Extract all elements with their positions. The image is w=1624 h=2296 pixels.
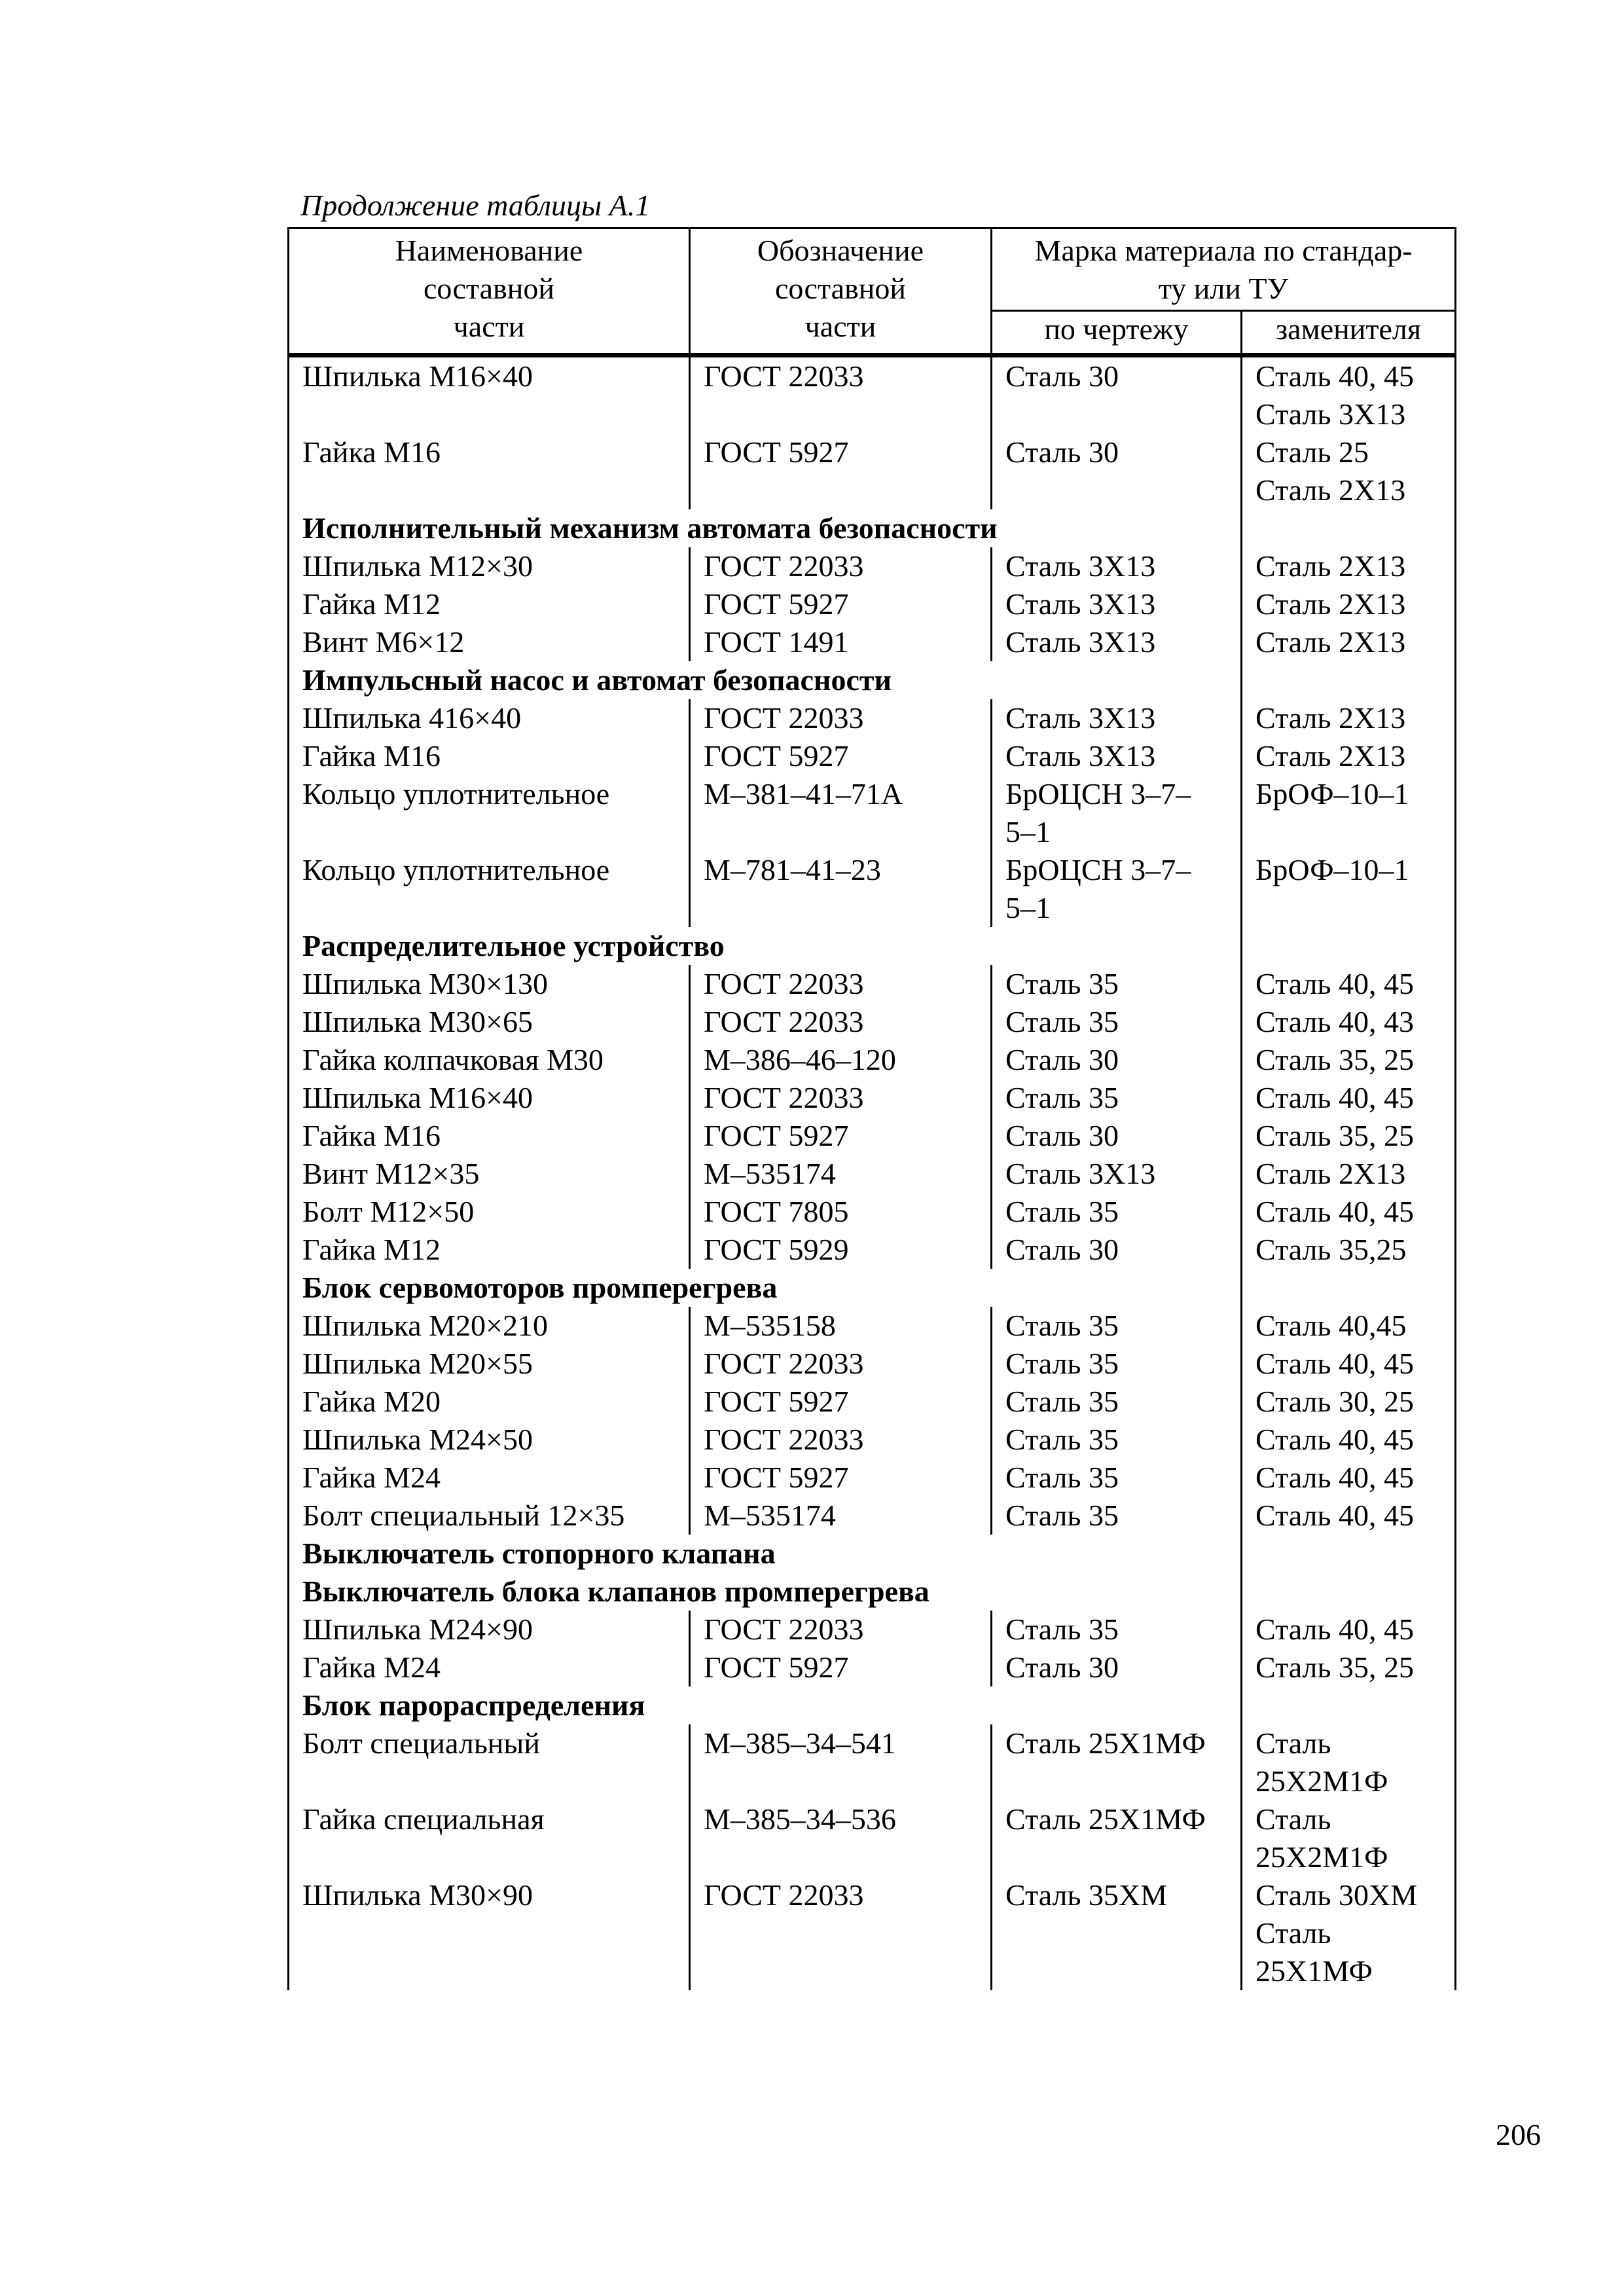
part-name-cell: Гайка М24: [289, 1459, 691, 1497]
material-line: Сталь 35: [1005, 1347, 1119, 1380]
material-cell: [992, 585, 1242, 623]
table-row: [289, 547, 1454, 585]
material-line: БрОЦСН 3–7–: [1005, 777, 1191, 811]
section-title: Импульсный насос и автомат безопасности: [289, 661, 1242, 699]
part-name-cell: Шпилька М30×90: [289, 1876, 691, 1990]
material-cell: [992, 1041, 1242, 1079]
substitute-cell: [1242, 1041, 1454, 1079]
part-name-cell: Шпилька М30×65: [289, 1003, 691, 1041]
header-line: части: [453, 310, 525, 343]
material-cell: [992, 357, 1242, 433]
section-title: Выключатель стопорного клапана: [289, 1535, 1242, 1573]
part-code-cell: ГОСТ 22033: [691, 357, 992, 433]
part-code-cell: ГОСТ 22033: [691, 1876, 992, 1990]
substitute-cell: [1242, 775, 1454, 851]
table-header: [287, 227, 1456, 357]
material-line: Сталь 35: [1005, 967, 1119, 1000]
material-cell: [992, 1117, 1242, 1155]
part-name-cell: Гайка М24: [289, 1649, 691, 1686]
substitute-line: Сталь 2Х13: [1255, 701, 1406, 735]
table-row: [289, 433, 1454, 509]
part-name-cell: Шпилька М16×40: [289, 1079, 691, 1117]
material-cell: [992, 433, 1242, 509]
table-row: [289, 1345, 1454, 1383]
material-cell: [992, 1497, 1242, 1535]
substitute-line: Сталь: [1255, 1916, 1331, 1950]
substitute-line: Сталь 40, 45: [1255, 1195, 1414, 1228]
material-cell: [992, 737, 1242, 775]
table-row: [289, 1383, 1454, 1421]
header-part-name: [289, 229, 691, 355]
part-code-cell: ГОСТ 22033: [691, 1079, 992, 1117]
substitute-line: Сталь 30, 25: [1255, 1385, 1414, 1418]
part-code-cell: М–385–34–536: [691, 1800, 992, 1876]
substitute-line: Сталь 40, 45: [1255, 1461, 1414, 1494]
header-material-grade: [992, 229, 1454, 312]
material-cell: [992, 1383, 1242, 1421]
material-cell: [992, 1876, 1242, 1990]
substitute-cell: [1242, 737, 1454, 775]
substitute-line: Сталь 35,25: [1255, 1233, 1407, 1266]
table-row: [289, 775, 1454, 851]
table-caption: Продолжение таблицы А.1: [300, 189, 651, 222]
substitute-line: Сталь 40, 45: [1255, 1499, 1414, 1532]
table-row: [289, 1800, 1454, 1876]
material-cell: [992, 965, 1242, 1003]
table-row: [289, 1649, 1454, 1686]
part-name-cell: Шпилька М30×130: [289, 965, 691, 1003]
section-empty-cell: [1242, 1535, 1454, 1573]
material-cell: [992, 1649, 1242, 1686]
material-line: Сталь 3Х13: [1005, 549, 1156, 583]
substitute-cell: [1242, 1649, 1454, 1686]
part-name-cell: Болт М12×50: [289, 1193, 691, 1231]
material-line: Сталь 35: [1005, 1385, 1119, 1418]
part-code-cell: М–781–41–23: [691, 851, 992, 927]
material-line: Сталь 3Х13: [1005, 1157, 1156, 1190]
substitute-line: Сталь 35, 25: [1255, 1119, 1414, 1152]
section-row: [289, 927, 1454, 965]
part-code-cell: ГОСТ 22033: [691, 699, 992, 737]
section-empty-cell: [1242, 661, 1454, 699]
table-row: [289, 1117, 1454, 1155]
substitute-line: Сталь 30ХМ: [1255, 1878, 1418, 1912]
table-row: [289, 1041, 1454, 1079]
material-cell: [992, 547, 1242, 585]
substitute-line: Сталь 2Х13: [1255, 625, 1406, 659]
part-code-cell: М–385–34–541: [691, 1724, 992, 1800]
material-cell: [992, 699, 1242, 737]
material-cell: [992, 851, 1242, 927]
material-line: Сталь 25Х1МФ: [1005, 1726, 1206, 1760]
table-row: [289, 1876, 1454, 1990]
material-line: Сталь 35: [1005, 1005, 1119, 1038]
substitute-line: Сталь: [1255, 1726, 1331, 1760]
substitute-cell: [1242, 1155, 1454, 1193]
part-name-cell: Болт специальный 12×35: [289, 1497, 691, 1535]
section-title: Блок парораспределения: [289, 1686, 1242, 1724]
section-empty-cell: [1242, 927, 1454, 965]
substitute-cell: [1242, 1079, 1454, 1117]
material-line: Сталь 35ХМ: [1005, 1878, 1168, 1912]
table-row: [289, 699, 1454, 737]
table-row: [289, 357, 1454, 433]
material-line: Сталь 3Х13: [1005, 739, 1156, 773]
substitute-cell: [1242, 965, 1454, 1003]
substitute-line: 25Х1МФ: [1255, 1954, 1373, 1988]
part-code-cell: ГОСТ 5927: [691, 737, 992, 775]
materials-table: [287, 227, 1456, 1990]
substitute-line: Сталь 3Х13: [1255, 397, 1406, 431]
material-line: Сталь 35: [1005, 1461, 1119, 1494]
section-empty-cell: [1242, 1573, 1454, 1611]
material-cell: [992, 775, 1242, 851]
part-name-cell: Кольцо уплотнительное: [289, 775, 691, 851]
part-code-cell: ГОСТ 5929: [691, 1231, 992, 1269]
material-line: Сталь 3Х13: [1005, 701, 1156, 735]
part-code-cell: М–535158: [691, 1307, 992, 1345]
substitute-cell: [1242, 1383, 1454, 1421]
part-code-cell: М–535174: [691, 1497, 992, 1535]
substitute-line: Сталь 25: [1255, 435, 1369, 469]
table-row: [289, 965, 1454, 1003]
substitute-cell: [1242, 1193, 1454, 1231]
part-name-cell: Винт М12×35: [289, 1155, 691, 1193]
material-cell: [992, 1003, 1242, 1041]
material-line: Сталь 30: [1005, 1650, 1119, 1684]
material-line: БрОЦСН 3–7–: [1005, 853, 1191, 886]
section-row: [289, 1573, 1454, 1611]
material-line: 5–1: [1005, 891, 1051, 924]
part-name-cell: Гайка М16: [289, 1117, 691, 1155]
part-name-cell: Гайка М12: [289, 1231, 691, 1269]
substitute-line: Сталь 40, 45: [1255, 359, 1414, 393]
material-line: Сталь 35: [1005, 1081, 1119, 1114]
substitute-cell: [1242, 547, 1454, 585]
part-code-cell: ГОСТ 5927: [691, 1649, 992, 1686]
table-row: [289, 1611, 1454, 1649]
part-name-cell: Болт специальный: [289, 1724, 691, 1800]
material-line: 5–1: [1005, 815, 1051, 848]
substitute-cell: [1242, 1724, 1454, 1800]
part-name-cell: Кольцо уплотнительное: [289, 851, 691, 927]
material-line: Сталь 35: [1005, 1499, 1119, 1532]
material-line: Сталь 30: [1005, 1233, 1119, 1266]
substitute-line: Сталь 40, 45: [1255, 1347, 1414, 1380]
substitute-cell: [1242, 1231, 1454, 1269]
part-code-cell: ГОСТ 7805: [691, 1193, 992, 1231]
substitute-cell: [1242, 1876, 1454, 1990]
section-empty-cell: [1242, 1269, 1454, 1307]
part-name-cell: Гайка специальная: [289, 1800, 691, 1876]
substitute-line: Сталь 2Х13: [1255, 587, 1406, 621]
substitute-cell: [1242, 851, 1454, 927]
section-title: Выключатель блока клапанов промперегрева: [289, 1573, 1242, 1611]
substitute-cell: [1242, 1421, 1454, 1459]
section-title: Блок сервомоторов промперегрева: [289, 1269, 1242, 1307]
part-name-cell: Шпилька М16×40: [289, 357, 691, 433]
part-code-cell: ГОСТ 1491: [691, 623, 992, 661]
part-code-cell: ГОСТ 22033: [691, 547, 992, 585]
header-line: ту или ТУ: [1158, 272, 1289, 305]
substitute-line: БрОФ–10–1: [1255, 853, 1409, 886]
section-row: [289, 509, 1454, 547]
substitute-line: Сталь 35, 25: [1255, 1650, 1414, 1684]
part-name-cell: Гайка колпачковая М30: [289, 1041, 691, 1079]
header-part-code: [691, 229, 992, 355]
material-cell: [992, 1459, 1242, 1497]
header-line: части: [804, 310, 876, 343]
material-line: Сталь 3Х13: [1005, 625, 1156, 659]
substitute-line: БрОФ–10–1: [1255, 777, 1409, 811]
part-code-cell: ГОСТ 5927: [691, 1459, 992, 1497]
substitute-line: Сталь 40,45: [1255, 1309, 1407, 1342]
part-code-cell: М–386–46–120: [691, 1041, 992, 1079]
part-name-cell: Гайка М16: [289, 433, 691, 509]
substitute-cell: [1242, 433, 1454, 509]
material-line: Сталь 35: [1005, 1309, 1119, 1342]
part-code-cell: ГОСТ 22033: [691, 1421, 992, 1459]
substitute-cell: [1242, 1611, 1454, 1649]
material-cell: [992, 1724, 1242, 1800]
part-code-cell: ГОСТ 5927: [691, 433, 992, 509]
substitute-line: Сталь 40, 43: [1255, 1005, 1414, 1038]
table-row: [289, 1231, 1454, 1269]
part-code-cell: ГОСТ 5927: [691, 585, 992, 623]
part-name-cell: Шпилька М12×30: [289, 547, 691, 585]
header-line: Марка материала по стандар-: [1034, 234, 1413, 267]
material-cell: [992, 1155, 1242, 1193]
substitute-cell: [1242, 699, 1454, 737]
substitute-line: Сталь 2Х13: [1255, 1157, 1406, 1190]
substitute-line: 25Х2М1Ф: [1255, 1840, 1388, 1874]
section-empty-cell: [1242, 1686, 1454, 1724]
table-row: [289, 623, 1454, 661]
material-line: Сталь 35: [1005, 1423, 1119, 1456]
header-substitute: заменителя: [1276, 312, 1421, 346]
substitute-line: 25Х2М1Ф: [1255, 1764, 1388, 1798]
header-line: составной: [423, 272, 554, 305]
substitute-line: Сталь: [1255, 1802, 1331, 1836]
header-line: Наименование: [395, 234, 583, 267]
substitute-cell: [1242, 357, 1454, 433]
page-number: 206: [1496, 2118, 1541, 2151]
material-cell: [992, 1611, 1242, 1649]
part-code-cell: М–535174: [691, 1155, 992, 1193]
part-name-cell: Шпилька М24×50: [289, 1421, 691, 1459]
part-name-cell: Шпилька М24×90: [289, 1611, 691, 1649]
table-row: [289, 737, 1454, 775]
table-row: [289, 1724, 1454, 1800]
substitute-line: Сталь 2Х13: [1255, 739, 1406, 773]
header-line: составной: [774, 272, 906, 305]
material-cell: [992, 1421, 1242, 1459]
material-cell: [992, 1800, 1242, 1876]
substitute-line: Сталь 40, 45: [1255, 1081, 1414, 1114]
material-cell: [992, 1231, 1242, 1269]
substitute-line: Сталь 40, 45: [1255, 1423, 1414, 1456]
header-by-drawing: по чертежу: [992, 310, 1242, 353]
table-row: [289, 1079, 1454, 1117]
part-name-cell: Шпилька 416×40: [289, 699, 691, 737]
table-row: [289, 1193, 1454, 1231]
table-row: [289, 1155, 1454, 1193]
substitute-line: Сталь 2Х13: [1255, 549, 1406, 583]
substitute-cell: [1242, 1307, 1454, 1345]
section-row: [289, 1269, 1454, 1307]
part-code-cell: ГОСТ 22033: [691, 1345, 992, 1383]
substitute-cell: [1242, 623, 1454, 661]
part-name-cell: Гайка М12: [289, 585, 691, 623]
part-name-cell: Гайка М20: [289, 1383, 691, 1421]
table-body: [287, 357, 1456, 1990]
section-title: Исполнительный механизм автомата безопасности: [289, 509, 1242, 547]
part-name-cell: Винт М6×12: [289, 623, 691, 661]
substitute-cell: [1242, 1497, 1454, 1535]
table-row: [289, 851, 1454, 927]
section-row: [289, 661, 1454, 699]
material-line: Сталь 35: [1005, 1613, 1119, 1646]
material-line: Сталь 30: [1005, 359, 1119, 393]
substitute-cell: [1242, 1003, 1454, 1041]
material-cell: [992, 1079, 1242, 1117]
section-empty-cell: [1242, 509, 1454, 547]
part-code-cell: ГОСТ 5927: [691, 1383, 992, 1421]
section-row: [289, 1535, 1454, 1573]
part-code-cell: ГОСТ 22033: [691, 1611, 992, 1649]
substitute-line: Сталь 40, 45: [1255, 967, 1414, 1000]
material-cell: [992, 1193, 1242, 1231]
table-row: [289, 585, 1454, 623]
material-cell: [992, 1345, 1242, 1383]
table-row: [289, 1307, 1454, 1345]
part-name-cell: Шпилька М20×210: [289, 1307, 691, 1345]
material-line: Сталь 25Х1МФ: [1005, 1802, 1206, 1836]
substitute-cell: [1242, 585, 1454, 623]
substitute-line: Сталь 2Х13: [1255, 473, 1406, 507]
part-code-cell: ГОСТ 22033: [691, 965, 992, 1003]
substitute-line: Сталь 35, 25: [1255, 1043, 1414, 1076]
substitute-cell: [1242, 1459, 1454, 1497]
section-row: [289, 1686, 1454, 1724]
substitute-cell: [1242, 1345, 1454, 1383]
part-code-cell: ГОСТ 5927: [691, 1117, 992, 1155]
part-code-cell: ГОСТ 22033: [691, 1003, 992, 1041]
substitute-cell: [1242, 1117, 1454, 1155]
material-cell: [992, 1307, 1242, 1345]
table-row: [289, 1421, 1454, 1459]
substitute-line: Сталь 40, 45: [1255, 1613, 1414, 1646]
table-row: [289, 1003, 1454, 1041]
header-line: Обозначение: [757, 234, 924, 267]
part-code-cell: М–381–41–71А: [691, 775, 992, 851]
part-name-cell: Шпилька М20×55: [289, 1345, 691, 1383]
part-name-cell: Гайка М16: [289, 737, 691, 775]
section-title: Распределительное устройство: [289, 927, 1242, 965]
material-cell: [992, 623, 1242, 661]
material-line: Сталь 35: [1005, 1195, 1119, 1228]
material-line: Сталь 30: [1005, 1119, 1119, 1152]
table-row: [289, 1459, 1454, 1497]
material-line: Сталь 30: [1005, 1043, 1119, 1076]
substitute-cell: [1242, 1800, 1454, 1876]
material-line: Сталь 30: [1005, 435, 1119, 469]
material-line: Сталь 3Х13: [1005, 587, 1156, 621]
table-row: [289, 1497, 1454, 1535]
